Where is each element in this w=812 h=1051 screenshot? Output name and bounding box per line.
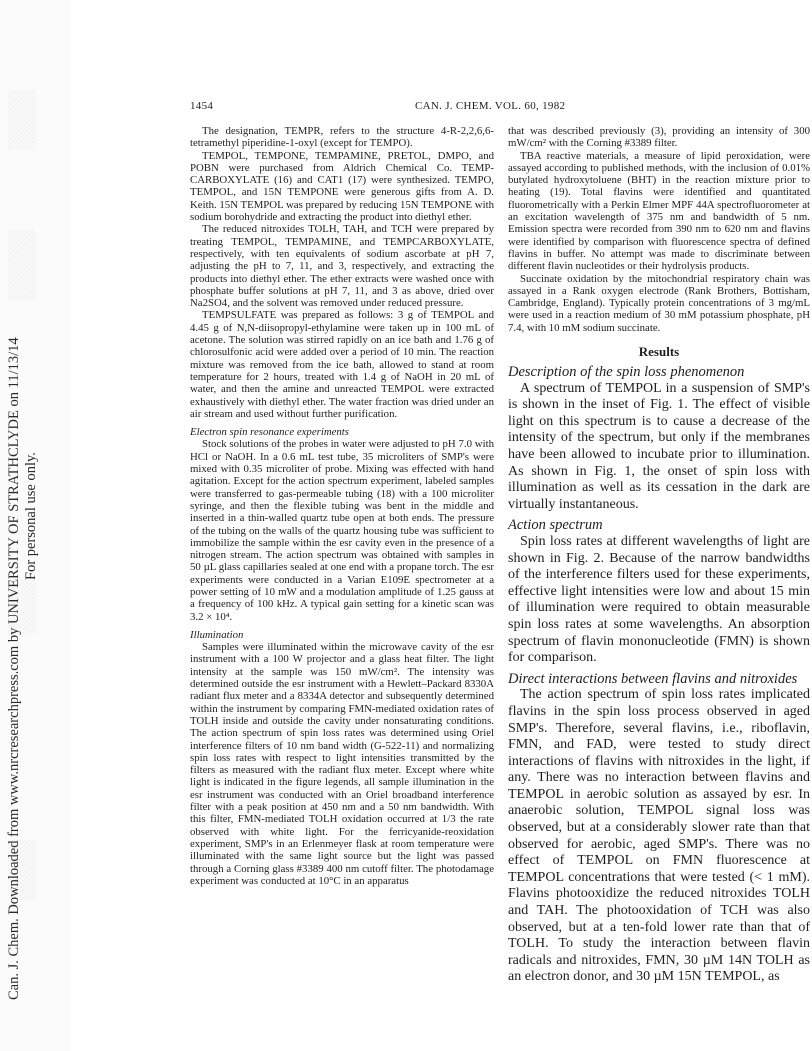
methods-continuation bbox=[508, 125, 810, 334]
paragraph: TEMPSULFATE was prepared as follows: 3 g of TEMPOL and 4.45 g of N,N-diisopropyl-ethylamine were taken up in 100 mL of acetone. The solution was stirred rapidly on an ice bath and 1.76 g of chlorosulfonic acid were added over a period of 10 min. The reaction mixture was removed from the ice bath, allowed to stand at room temperature for 2 hours, treated with 1.4 g of NaOH in 20 mL of water, and then the amine and unreacted TEMPOL were extracted exhaustively with diethyl ether. The water fraction was dried under an air stream and used without further purification. bbox=[190, 309, 494, 420]
page-number: 1454 bbox=[190, 100, 214, 112]
paragraph: The reduced nitroxides TOLH, TAH, and TCH were prepared by treating TEMPOL, TEMPAMINE, and TEMPCARBOXYLATE, respectively, with ten equivalents of sodium ascorbate at pH 7, adjusting the pH to 7, 11, and 3, respectively, and extracting the products into diethyl ether. The ether extracts were washed once with phosphate buffer solutions at pH 7, 11, and 3 as above, dried over Na2SO4, and the solvent was removed under reduced pressure. bbox=[190, 223, 494, 310]
paragraph: Succinate oxidation by the mitochondrial respiratory chain was assayed in a Rank oxygen electrode (Rank Brothers, Bottisham, Cambridge, England). Typically protein concentrations of 3 mg/mL were used in a reaction medium of 30 mM potassium phosphate, pH 7.4, with 10 mM sodium succinate. bbox=[508, 272, 810, 334]
journal-citation: CAN. J. CHEM. VOL. 60, 1982 bbox=[415, 100, 566, 112]
subsection-heading: Action spectrum bbox=[508, 517, 603, 534]
watermark-line-2: For personal use only. bbox=[23, 452, 39, 580]
download-watermark-strip bbox=[0, 0, 70, 1051]
paragraph: Samples were illuminated within the microwave cavity of the esr instrument with a 100 W projector and a glass heat filter. The light intensity at the sample was 150 mW/cm². The intensity was determined outside the esr instrument with a Hewlett–Packard 8330A radiant flux meter and a 8334A detector and subsequently determined within the instrument by comparing FMN-mediated oxidation rates of TOLH inside and outside the cavity under nonsaturating conditions. The action spectrum of spin loss rates was determined using Oriel interference filters of 10 nm band width (G-522-11) and normalizing spin loss rates with respect to light intensities transmitted by the filters as measured with the radiant flux meter. Except where white light is indicated in the figure legends, all sample illumination in the esr instrument was conducted with an Oriel broadband interference filter with a peak position at 450 nm and a 50 nm bandwidth. With this filter, FMN-mediated TOLH oxidation occurred at 1/3 the rate observed with white light. For the ferricyanide-reoxidation experiment, SMP's in an Erlenmeyer flask at room temperature were illuminated with the same light source but the light was passed through a Corning glass #3389 400 nm cutoff filter. The photodamage experiment was conducted at 10°C in an apparatus bbox=[190, 641, 494, 887]
running-head bbox=[190, 100, 700, 116]
results-body bbox=[508, 364, 810, 986]
right-column bbox=[508, 125, 810, 986]
subsection-heading: Electron spin resonance experiments bbox=[190, 426, 350, 439]
download-watermark bbox=[6, 337, 40, 1000]
paragraph: that was described previously (3), providing an intensity of 300 mW/cm² with the Corning #3389 filter. bbox=[508, 125, 810, 150]
scan-noise bbox=[8, 230, 36, 300]
paragraph: TEMPOL, TEMPONE, TEMPAMINE, PRETOL, DMPO, and POBN were purchased from Aldrich Chemical Co. TEMP-CARBOXYLATE (16) and CAT1 (17) were synthesized. TEMPO, TEMPOL, and 15N TEMPONE were generous gifts from A. D. Keith. 15N TEMPOL was prepared by reducing 15N TEMPONE with sodium borohydride and extracting the product into diethyl ether. bbox=[190, 149, 494, 224]
subsection-heading: Direct interactions between flavins and nitroxides bbox=[508, 670, 798, 687]
paragraph: Stock solutions of the probes in water were adjusted to pH 7.0 with HCl or NaOH. In a 0.6 mL test tube, 35 microliters of SMP's were mixed with 0.35 microliter of probe. Mixing was effected with hand agitation. Except for the action spectrum experiment, labeled samples were transferred to gas-permeable tubing (18) with a 100 microliter syringe, and then the flexible tubing was bent in the middle and inserted in a thin-walled quartz tube open at both ends. The pressure of the tubing on the walls of the quartz housing tube was sufficient to immobilize the sample within the esr cavity even in the presence of a nitrogen stream. The action spectrum was obtained with samples in 50 µL glass capillaries sealed at one end with a propane torch. The esr experiments were conducted in a Varian E109E spectrometer at a power setting of 10 mW and a modulation amplitude of 1.25 gauss at a frequency of 100 kHz. A typical gain setting for a kinetic scan was 3.2 × 10⁴. bbox=[190, 438, 494, 623]
paragraph: Spin loss rates at different wavelengths of light are shown in Fig. 2. Because of the narrow bandwidths of the interference filters used for these experiments, effective light intensities were low and about 15 min of illumination were required to obtain measurable spin loss rates at some wavelengths. An absorption spectrum of flavin mononucleotide (FMN) is shown for comparison. bbox=[508, 533, 810, 666]
scan-noise bbox=[8, 90, 36, 150]
subsection-heading: Description of the spin loss phenomenon bbox=[508, 364, 745, 381]
paragraph: A spectrum of TEMPOL in a suspension of SMP's is shown in the inset of Fig. 1. The effect of visible light on this spectrum is to cause a decrease of the intensity of the spectrum, but only if the membranes have been allowed to incubate prior to illumination. As shown in Fig. 1, the onset of spin loss with illumination as well as its cessation in the dark are virtually instantaneous. bbox=[508, 380, 810, 512]
paragraph: TBA reactive materials, a measure of lipid peroxidation, were assayed according to published methods, with the inclusion of 0.01% butylated hydroxytoluene (BHT) in the reaction mixture prior to heating (19). Total flavins were identified and quantitated fluorometrically with a Perkin Elmer MPF 44A spectrofluorometer at an excitation wavelength of 375 nm and bandwidth of 5 nm. Emission spectra were recorded from 390 nm to 620 nm and flavins were identified by comparison with fluorescence spectra of defined flavins in buffer. No attempt was made to discriminate between different flavin nucleotides or their hydrolysis products. bbox=[508, 149, 810, 273]
subsection-heading: Illumination bbox=[190, 628, 244, 641]
paragraph: The designation, TEMPR, refers to the structure 4-R-2,2,6,6-tetramethyl piperidine-1-oxyl (except for TEMPO). bbox=[190, 125, 494, 150]
paragraph: The action spectrum of spin loss rates implicated flavins in the spin loss process observed in aged SMP's. Therefore, several flavins, i.e., riboflavin, FMN, and FAD, were tested to study direct interactions of flavins with nitroxides in the light, if any. There was no interaction between flavins and TEMPOL in aerobic solution as assayed by esr. In anaerobic solution, TEMPOL signal loss was observed, but at a considerably slower rate than that observed for aerobic, aged SMP's. There was no effect of TEMPOL on FMN fluorescence at TEMPOL concentrations that were tested (< 1 mM). Flavins photooxidize the reduced nitroxides TOLH and TAH. The photooxidation of TCH was also observed, but at a ten-fold lower rate than that of TOLH. To study the interaction between flavin radicals and nitroxides, FMN, 30 µM 14N TOLH as an electron donor, and 30 µM 15N TEMPOL, as bbox=[508, 687, 810, 985]
watermark-line-1: Can. J. Chem. Downloaded from www.nrcresearchpress.com by UNIVERSITY OF STRATHCLYDE on 11/13/14 bbox=[6, 337, 22, 1000]
section-heading-results: Results bbox=[638, 344, 680, 360]
left-column bbox=[190, 125, 494, 887]
